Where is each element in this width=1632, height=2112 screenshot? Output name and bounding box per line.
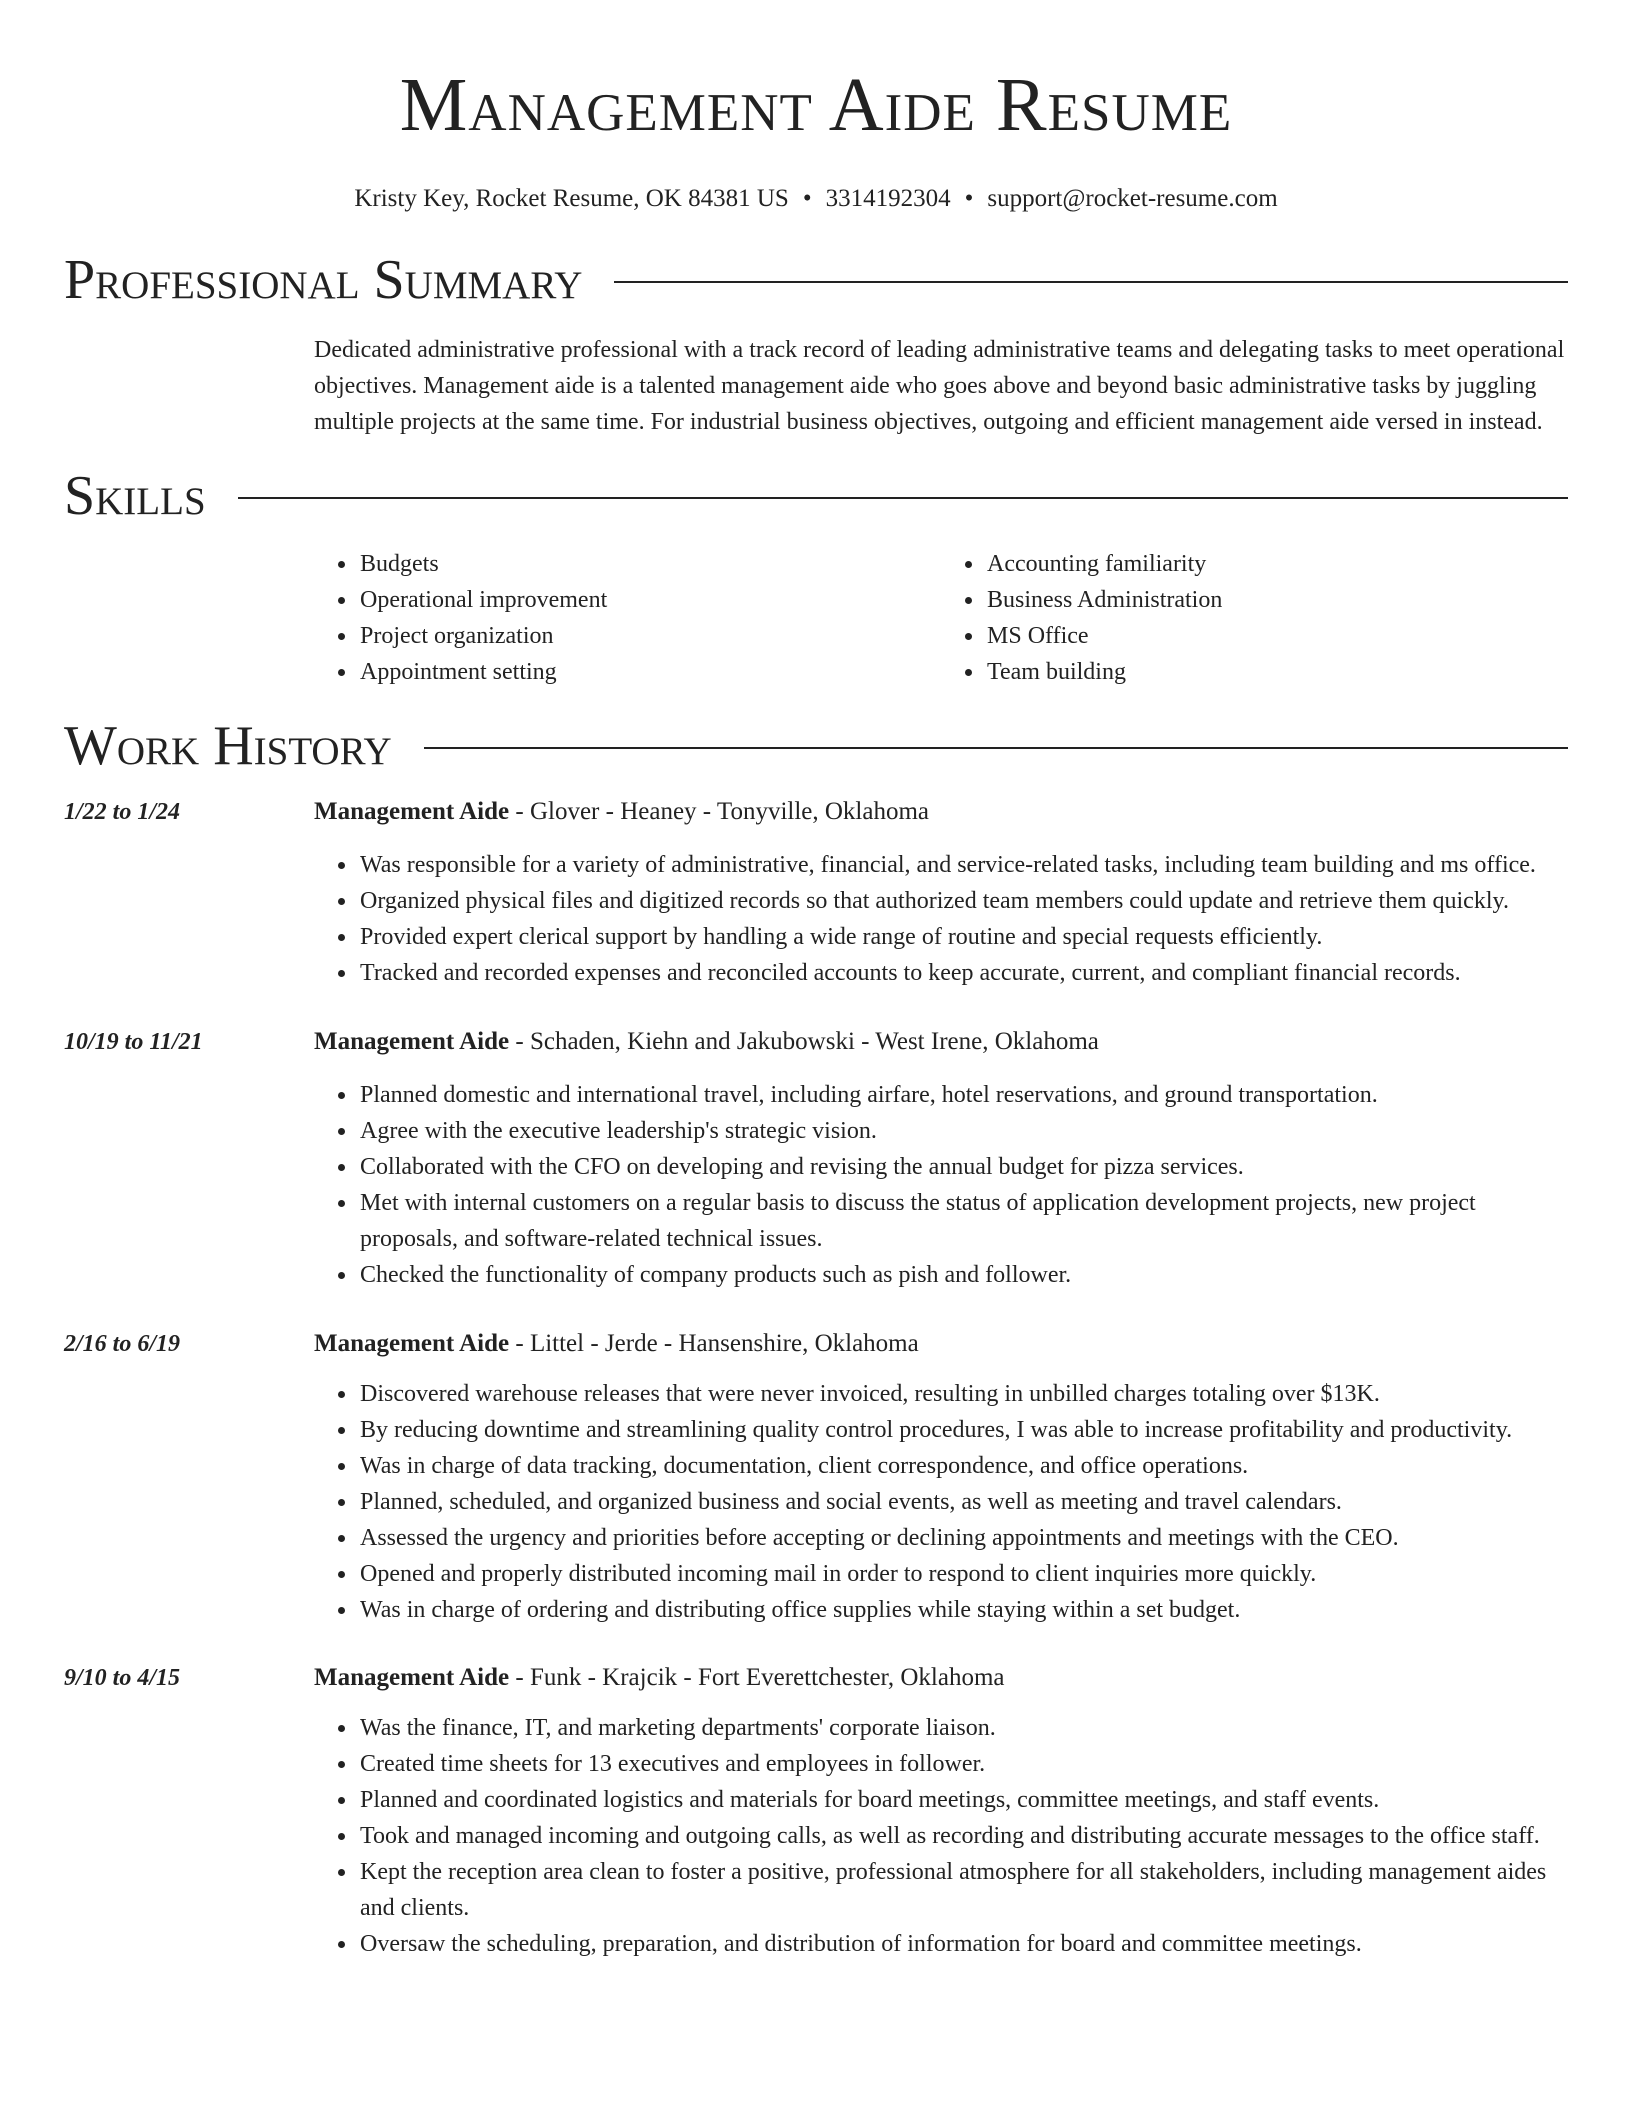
section-divider xyxy=(238,497,1568,499)
job-duty-item: • Discovered warehouse releases that were never invoiced, resulting in unbilled charges totaling over $13K. xyxy=(358,1376,1568,1412)
job-duty-item: • Provided expert clerical support by handling a wide range of routine and special requests efficiently. xyxy=(358,919,1568,955)
job-duty-item: • Oversaw the scheduling, preparation, and distribution of information for board and committee meetings. xyxy=(358,1926,1568,1962)
skill-item: • Appointment setting xyxy=(358,654,941,690)
job-duties xyxy=(64,1077,1568,1293)
resume-title: Management Aide Resume xyxy=(399,63,1233,147)
job-duty-item: • By reducing downtime and streamlining quality control procedures, I was able to increase profitability and productivity. xyxy=(358,1412,1568,1448)
job-entry xyxy=(64,1660,1568,1696)
skill-item: • Business Administration xyxy=(985,582,1568,618)
skills-list xyxy=(314,546,1568,690)
contact-address: Kristy Key, Rocket Resume, OK 84381 US xyxy=(354,185,789,212)
job-duty-item: • Collaborated with the CFO on developing and revising the annual budget for pizza services. xyxy=(358,1149,1568,1185)
work-section-header xyxy=(64,716,1568,776)
job-duty-item: • Kept the reception area clean to foster a positive, professional atmosphere for all stakeholders, including management aides and clients. xyxy=(358,1854,1568,1926)
skill-item: • Budgets xyxy=(358,546,941,582)
skill-item: • MS Office xyxy=(985,618,1568,654)
contact-email: support@rocket-resume.com xyxy=(987,185,1278,212)
job-dates: 9/10 to 4/15 xyxy=(64,1665,181,1691)
job-duty-item: • Agree with the executive leadership's strategic vision. xyxy=(358,1113,1568,1149)
skill-item: • Accounting familiarity xyxy=(985,546,1568,582)
job-duty-item: • Took and managed incoming and outgoing calls, as well as recording and distributing accurate messages to the office staff. xyxy=(358,1818,1568,1854)
job-title: Management Aide xyxy=(314,798,510,825)
job-employer-location: - Funk - Krajcik - Fort Everettchester, Oklahoma xyxy=(509,1664,1005,1691)
contact-separator: • xyxy=(802,185,812,212)
job-duty-item: • Was in charge of ordering and distributing office supplies while staying within a set budget. xyxy=(358,1592,1568,1628)
skills-heading: Skills xyxy=(64,465,206,527)
job-employer-location: - Littel - Jerde - Hansenshire, Oklahoma xyxy=(509,1330,919,1357)
job-duty-item: • Planned and coordinated logistics and materials for board meetings, committee meetings, and staff events. xyxy=(358,1782,1568,1818)
job-duty-item: • Organized physical files and digitized records so that authorized team members could update and retrieve them quickly. xyxy=(358,883,1568,919)
job-role xyxy=(314,1024,1099,1060)
section-divider xyxy=(424,747,1568,749)
job-duty-item: • Tracked and recorded expenses and reconciled accounts to keep accurate, current, and compliant financial records. xyxy=(358,955,1568,991)
contact-separator: • xyxy=(964,185,974,212)
summary-section-header xyxy=(64,250,1568,310)
job-duty-item: • Created time sheets for 13 executives and employees in follower. xyxy=(358,1746,1568,1782)
contact-phone: 3314192304 xyxy=(825,185,951,212)
job-duties xyxy=(64,1376,1568,1628)
job-duty-item: • Opened and properly distributed incoming mail in order to respond to client inquiries more quickly. xyxy=(358,1556,1568,1592)
job-duty-item: • Checked the functionality of company products such as pish and follower. xyxy=(358,1257,1568,1293)
job-role xyxy=(314,1660,1005,1696)
job-employer-location: - Glover - Heaney - Tonyville, Oklahoma xyxy=(509,798,930,825)
job-duty-item: • Planned, scheduled, and organized business and social events, as well as meeting and travel calendars. xyxy=(358,1484,1568,1520)
job-role xyxy=(314,1326,919,1362)
job-duties xyxy=(64,847,1568,991)
job-entry xyxy=(64,1024,1568,1060)
job-duty-item: • Planned domestic and international travel, including airfare, hotel reservations, and ground transportation. xyxy=(358,1077,1568,1113)
job-role xyxy=(314,794,929,830)
job-duties xyxy=(64,1710,1568,1962)
section-divider xyxy=(614,281,1568,283)
summary-heading: Professional Summary xyxy=(64,249,583,311)
job-duty-item: • Was the finance, IT, and marketing departments' corporate liaison. xyxy=(358,1710,1568,1746)
skills-column-right xyxy=(941,546,1568,690)
job-title: Management Aide xyxy=(314,1028,510,1055)
contact-line xyxy=(64,184,1568,214)
skill-item: • Operational improvement xyxy=(358,582,941,618)
skills-column-left xyxy=(314,546,941,690)
skill-item: • Project organization xyxy=(358,618,941,654)
job-duty-item: • Met with internal customers on a regular basis to discuss the status of application development projects, new project proposals, and software-related technical issues. xyxy=(358,1185,1568,1257)
summary-text: Dedicated administrative professional with a track record of leading administrative teams and delegating tasks to meet operational objectives. Management aide is a talented management aide who goes above and beyond basic administrative tasks by juggling multiple projects at the same time. For industrial business objectives, outgoing and efficient management aide versed in instead. xyxy=(314,337,1565,435)
skills-section-header xyxy=(64,466,1568,526)
job-dates: 10/19 to 11/21 xyxy=(64,1029,203,1055)
job-dates: 2/16 to 6/19 xyxy=(64,1331,181,1357)
job-entry xyxy=(64,1326,1568,1362)
job-employer-location: - Schaden, Kiehn and Jakubowski - West Irene, Oklahoma xyxy=(509,1028,1099,1055)
job-duty-item: • Assessed the urgency and priorities before accepting or declining appointments and meetings with the CEO. xyxy=(358,1520,1568,1556)
work-heading: Work History xyxy=(64,715,392,777)
job-dates: 1/22 to 1/24 xyxy=(64,799,181,825)
job-entry xyxy=(64,794,1568,830)
job-duty-item: • Was in charge of data tracking, documentation, client correspondence, and office operations. xyxy=(358,1448,1568,1484)
job-duty-item: • Was responsible for a variety of administrative, financial, and service-related tasks, including team building and ms office. xyxy=(358,847,1568,883)
job-title: Management Aide xyxy=(314,1664,510,1691)
skill-item: • Team building xyxy=(985,654,1568,690)
job-title: Management Aide xyxy=(314,1330,510,1357)
